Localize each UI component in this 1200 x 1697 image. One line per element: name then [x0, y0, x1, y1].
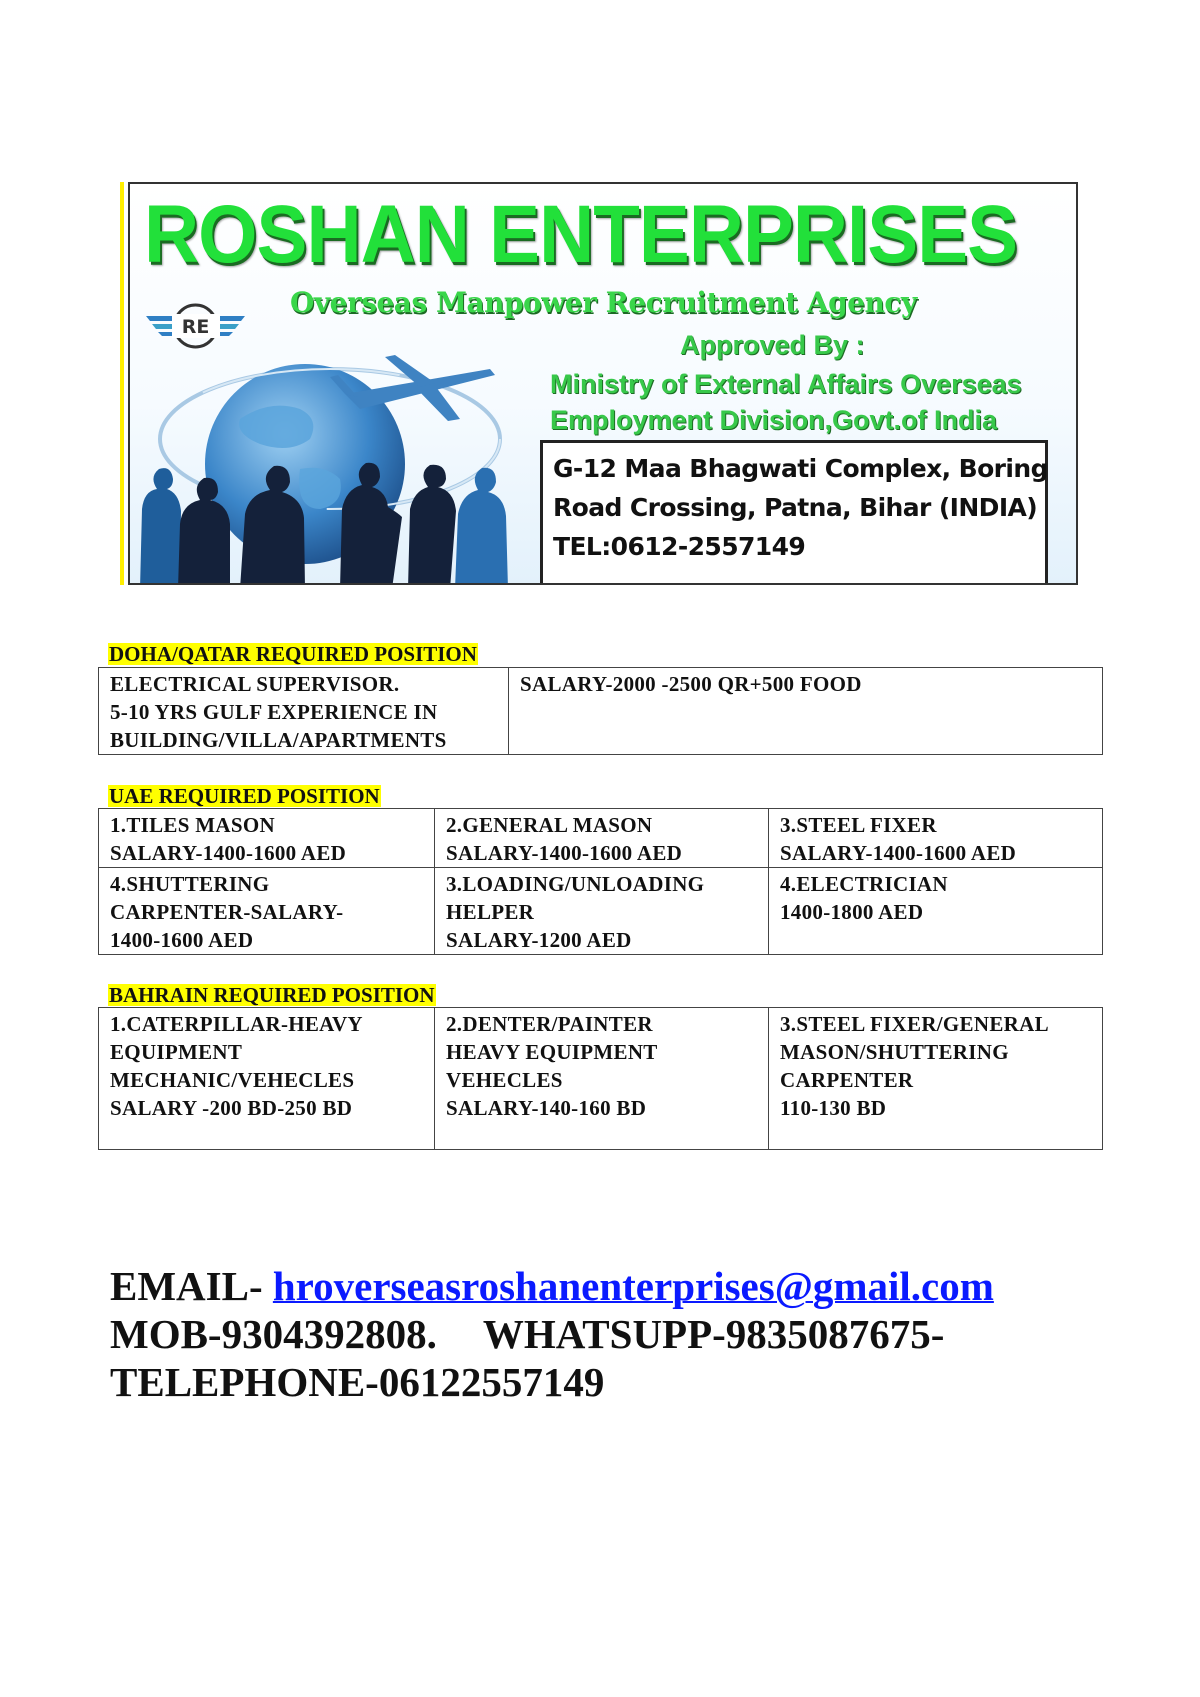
address-box	[540, 440, 1048, 585]
section-title-bahrain: BAHRAIN REQUIRED POSITION	[109, 983, 435, 1007]
job-cell	[435, 1008, 769, 1150]
job-title: MECHANIC/VEHECLES	[110, 1068, 355, 1092]
job-salary: SALARY-1400-1600 AED	[446, 841, 683, 865]
address-line: Road Crossing, Patna, Bihar (INDIA)	[553, 493, 1038, 522]
jobs-table-uae	[98, 808, 1103, 955]
job-title: 3.STEEL FIXER/GENERAL	[780, 1012, 1049, 1036]
globe-airplane-business-people-illustration	[130, 349, 535, 585]
job-title: CARPENTER	[780, 1068, 914, 1092]
approved-by-label: Approved By :	[680, 330, 865, 360]
job-title: 2.DENTER/PAINTER	[446, 1012, 653, 1036]
job-requirement: BUILDING/VILLA/APARTMENTS	[110, 728, 447, 752]
job-salary: 110-130 BD	[780, 1096, 887, 1120]
job-title: 1.CATERPILLAR-HEAVY	[110, 1012, 363, 1036]
job-cell	[769, 809, 1103, 868]
jobs-table-bahrain	[98, 1007, 1103, 1150]
email-link[interactable]: hroverseasroshanenterprises@gmail.com	[272, 1263, 994, 1309]
job-salary: 1400-1800 AED	[780, 900, 924, 924]
company-name: ROSHAN ENTERPRISES	[144, 189, 1018, 280]
section-title-uae: UAE REQUIRED POSITION	[109, 784, 380, 808]
telephone-number: TELEPHONE-06122557149	[110, 1359, 605, 1405]
job-title: EQUIPMENT	[110, 1040, 243, 1064]
job-title: 4.ELECTRICIAN	[780, 872, 948, 896]
job-title: 4.SHUTTERING	[110, 872, 270, 896]
job-requirement: 5-10 YRS GULF EXPERIENCE IN	[110, 700, 438, 724]
job-salary: SALARY -200 BD-250 BD	[110, 1096, 353, 1120]
job-title: 1.TILES MASON	[110, 813, 275, 837]
job-salary: SALARY-2000 -2500 QR+500 FOOD	[520, 672, 862, 696]
salary-cell	[509, 668, 1103, 755]
address-line: G-12 Maa Bhagwati Complex, Boring	[553, 454, 1048, 483]
approval-authority	[550, 366, 1022, 438]
job-cell	[435, 809, 769, 868]
job-cell	[769, 1008, 1103, 1150]
office-telephone: TEL:0612-2557149	[553, 532, 806, 561]
mobile-number: MOB-9304392808.	[110, 1311, 437, 1357]
job-cell	[99, 868, 435, 955]
job-title: HELPER	[446, 900, 535, 924]
job-salary: 1400-1600 AED	[110, 928, 254, 952]
job-salary: SALARY-140-160 BD	[446, 1096, 647, 1120]
job-title: HEAVY EQUIPMENT	[446, 1040, 658, 1064]
banner-frame	[128, 182, 1078, 585]
job-cell	[99, 1008, 435, 1150]
job-title: 3.LOADING/UNLOADING	[446, 872, 705, 896]
job-cell	[435, 868, 769, 955]
job-title: CARPENTER-SALARY-	[110, 900, 344, 924]
table-row	[99, 809, 1103, 868]
job-cell	[769, 868, 1103, 955]
approval-authority-line: Employment Division,Govt.of India	[550, 405, 998, 435]
job-salary: SALARY-1400-1600 AED	[780, 841, 1017, 865]
job-title: 3.STEEL FIXER	[780, 813, 937, 837]
job-title: ELECTRICAL SUPERVISOR.	[110, 672, 400, 696]
table-row	[99, 1008, 1103, 1150]
job-salary: SALARY-1400-1600 AED	[110, 841, 347, 865]
job-salary: SALARY-1200 AED	[446, 928, 632, 952]
jobs-table-doha-qatar	[98, 667, 1103, 755]
job-cell	[99, 668, 509, 755]
re-wings-logo-icon	[138, 294, 253, 354]
company-tagline: Overseas Manpower Recruitment Agency	[290, 286, 917, 319]
table-row	[99, 668, 1103, 755]
email-row	[110, 1262, 994, 1310]
job-title: VEHECLES	[446, 1068, 563, 1092]
phone-row	[110, 1310, 994, 1358]
contact-block	[110, 1262, 994, 1406]
company-banner	[120, 182, 1078, 585]
job-title: 2.GENERAL MASON	[446, 813, 653, 837]
svg-text:RE: RE	[181, 316, 210, 338]
whatsapp-number: WHATSUPP-9835087675-	[482, 1311, 945, 1357]
job-title: MASON/SHUTTERING	[780, 1040, 1009, 1064]
job-cell	[99, 809, 435, 868]
table-row	[99, 868, 1103, 955]
approval-authority-line: Ministry of External Affairs Overseas	[550, 369, 1022, 399]
section-title-doha-qatar: DOHA/QATAR REQUIRED POSITION	[109, 642, 477, 666]
email-label: EMAIL-	[110, 1263, 273, 1309]
